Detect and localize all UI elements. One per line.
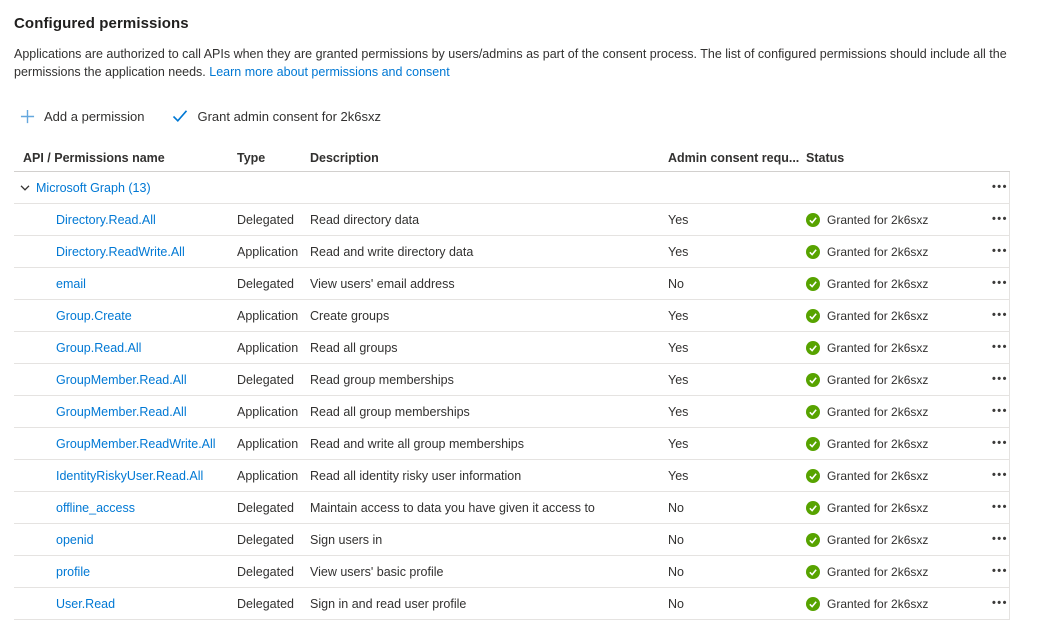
more-options-icon bbox=[992, 598, 1010, 609]
permission-type: Delegated bbox=[237, 500, 294, 515]
permission-description: Read all group memberships bbox=[310, 404, 470, 419]
granted-check-icon bbox=[806, 469, 820, 483]
status-cell bbox=[806, 437, 984, 451]
header-description: Description bbox=[310, 151, 379, 165]
granted-check-icon bbox=[806, 597, 820, 611]
status-cell bbox=[806, 565, 984, 579]
row-more-options-button[interactable] bbox=[984, 342, 1010, 353]
row-more-options-button[interactable] bbox=[984, 534, 1010, 545]
granted-check-icon bbox=[806, 405, 820, 419]
permission-link[interactable]: offline_access bbox=[56, 500, 135, 515]
table-row bbox=[14, 588, 1009, 620]
api-group-row bbox=[14, 172, 1009, 204]
permission-name-cell bbox=[14, 309, 237, 323]
permission-link[interactable]: Group.Read.All bbox=[56, 340, 142, 355]
permission-type: Delegated bbox=[237, 372, 294, 387]
permission-link[interactable]: profile bbox=[56, 564, 91, 579]
admin-consent-required-value: Yes bbox=[668, 404, 689, 419]
permission-name-cell bbox=[14, 565, 237, 579]
permission-description: Sign users in bbox=[310, 532, 383, 547]
granted-check-icon bbox=[806, 309, 820, 323]
status-cell bbox=[806, 469, 984, 483]
status-cell bbox=[806, 501, 984, 515]
table-row bbox=[14, 236, 1009, 268]
permission-description: View users' email address bbox=[310, 276, 455, 291]
permission-link[interactable]: Directory.ReadWrite.All bbox=[56, 244, 185, 259]
more-options-icon bbox=[992, 534, 1010, 545]
toolbar bbox=[14, 104, 1057, 128]
status-cell bbox=[806, 341, 984, 355]
more-options-icon bbox=[992, 278, 1010, 289]
permission-link[interactable]: openid bbox=[56, 532, 94, 547]
granted-check-icon bbox=[806, 213, 820, 227]
admin-consent-required-value: Yes bbox=[668, 436, 689, 451]
status-cell bbox=[806, 373, 984, 387]
permission-description: Create groups bbox=[310, 308, 390, 323]
permission-link[interactable]: Group.Create bbox=[56, 308, 132, 323]
row-more-options-button[interactable] bbox=[984, 310, 1010, 321]
status-text: Granted for 2k6sxz bbox=[827, 436, 929, 451]
header-type: Type bbox=[237, 151, 266, 165]
permission-type: Application bbox=[237, 340, 299, 355]
admin-consent-required-value: Yes bbox=[668, 468, 689, 483]
more-options-icon bbox=[992, 310, 1010, 321]
granted-check-icon bbox=[806, 245, 820, 259]
permission-name-cell bbox=[14, 245, 237, 259]
page-description bbox=[14, 46, 1022, 81]
table-row bbox=[14, 300, 1009, 332]
permission-type: Application bbox=[237, 404, 299, 419]
permission-type: Application bbox=[237, 244, 299, 259]
status-text: Granted for 2k6sxz bbox=[827, 372, 929, 387]
more-options-icon bbox=[992, 566, 1010, 577]
grant-admin-consent-button[interactable] bbox=[172, 109, 381, 124]
status-text: Granted for 2k6sxz bbox=[827, 276, 929, 291]
table-row bbox=[14, 556, 1009, 588]
more-options-icon bbox=[992, 406, 1010, 417]
granted-check-icon bbox=[806, 501, 820, 515]
more-options-icon bbox=[992, 182, 1010, 193]
permission-type: Delegated bbox=[237, 596, 294, 611]
permission-link[interactable]: GroupMember.ReadWrite.All bbox=[56, 436, 216, 451]
row-more-options-button[interactable] bbox=[984, 502, 1010, 513]
status-text: Granted for 2k6sxz bbox=[827, 500, 929, 515]
permission-type: Application bbox=[237, 308, 299, 323]
row-more-options-button[interactable] bbox=[984, 246, 1010, 257]
row-more-options-button[interactable] bbox=[984, 278, 1010, 289]
permission-description: Read group memberships bbox=[310, 372, 454, 387]
table-row bbox=[14, 396, 1009, 428]
row-more-options-button[interactable] bbox=[984, 598, 1010, 609]
more-options-icon bbox=[992, 246, 1010, 257]
permission-description: Read and write directory data bbox=[310, 244, 474, 259]
permission-description: View users' basic profile bbox=[310, 564, 444, 579]
table-row bbox=[14, 204, 1009, 236]
permission-description: Read all groups bbox=[310, 340, 398, 355]
row-more-options-button[interactable] bbox=[984, 214, 1010, 225]
permission-link[interactable]: GroupMember.Read.All bbox=[56, 404, 187, 419]
header-admin-consent-required: Admin consent requ... bbox=[668, 151, 800, 165]
granted-check-icon bbox=[806, 341, 820, 355]
permission-name-cell bbox=[14, 597, 237, 611]
permission-name-cell bbox=[14, 405, 237, 419]
chevron-down-icon[interactable] bbox=[19, 182, 31, 194]
permission-name-cell bbox=[14, 437, 237, 451]
api-group-link[interactable]: Microsoft Graph (13) bbox=[36, 180, 151, 195]
row-more-options-button[interactable] bbox=[984, 470, 1010, 481]
description-text: Applications are authorized to call APIs when they are granted permissions by users/admins as part of the consent process. The list of configured permissions should include all the permissions the application needs. bbox=[14, 47, 1007, 79]
permission-description: Sign in and read user profile bbox=[310, 596, 467, 611]
permission-link[interactable]: email bbox=[56, 276, 86, 291]
learn-more-link[interactable]: Learn more about permissions and consent bbox=[209, 64, 450, 79]
status-text: Granted for 2k6sxz bbox=[827, 404, 929, 419]
permission-type: Delegated bbox=[237, 276, 294, 291]
more-options-icon bbox=[992, 438, 1010, 449]
permission-type: Application bbox=[237, 436, 299, 451]
permission-link[interactable]: User.Read bbox=[56, 596, 116, 611]
status-cell bbox=[806, 245, 984, 259]
more-options-icon bbox=[992, 374, 1010, 385]
more-options-icon bbox=[992, 502, 1010, 513]
status-text: Granted for 2k6sxz bbox=[827, 212, 929, 227]
permission-name-cell bbox=[14, 373, 237, 387]
granted-check-icon bbox=[806, 437, 820, 451]
granted-check-icon bbox=[806, 277, 820, 291]
permission-name-cell bbox=[14, 213, 237, 227]
table-row bbox=[14, 268, 1009, 300]
permission-name-cell bbox=[14, 469, 237, 483]
status-cell bbox=[806, 533, 984, 547]
admin-consent-required-value: No bbox=[668, 596, 684, 611]
admin-consent-required-value: Yes bbox=[668, 340, 689, 355]
status-cell bbox=[806, 597, 984, 611]
table-row bbox=[14, 332, 1009, 364]
status-text: Granted for 2k6sxz bbox=[827, 308, 929, 323]
header-status: Status bbox=[806, 151, 845, 165]
plus-icon bbox=[20, 109, 35, 124]
admin-consent-required-value: No bbox=[668, 564, 684, 579]
permission-name-cell bbox=[14, 533, 237, 547]
permission-link[interactable]: GroupMember.Read.All bbox=[56, 372, 187, 387]
table-header-row bbox=[14, 145, 1010, 172]
row-more-options-button[interactable] bbox=[984, 406, 1010, 417]
page-title: Configured permissions bbox=[14, 15, 189, 32]
api-group-cell bbox=[14, 181, 984, 195]
permission-type: Delegated bbox=[237, 212, 294, 227]
granted-check-icon bbox=[806, 533, 820, 547]
group-more-options-button[interactable] bbox=[984, 182, 1010, 193]
add-permission-label: Add a permission bbox=[44, 108, 145, 124]
row-more-options-button[interactable] bbox=[984, 566, 1010, 577]
permission-type: Application bbox=[237, 468, 299, 483]
status-cell bbox=[806, 309, 984, 323]
permission-name-cell bbox=[14, 501, 237, 515]
permission-name-cell bbox=[14, 341, 237, 355]
admin-consent-required-value: Yes bbox=[668, 308, 689, 323]
permission-name-cell bbox=[14, 277, 237, 291]
permission-link[interactable]: Directory.Read.All bbox=[56, 212, 156, 227]
table-row bbox=[14, 460, 1009, 492]
permission-type: Delegated bbox=[237, 532, 294, 547]
admin-consent-required-value: No bbox=[668, 276, 684, 291]
row-more-options-button[interactable] bbox=[984, 438, 1010, 449]
add-permission-button[interactable] bbox=[20, 109, 144, 124]
permission-type: Delegated bbox=[237, 564, 294, 579]
check-icon bbox=[172, 109, 188, 123]
permissions-table bbox=[14, 145, 1010, 620]
status-cell bbox=[806, 277, 984, 291]
table-body bbox=[14, 172, 1010, 620]
permission-description: Read and write all group memberships bbox=[310, 436, 524, 451]
row-more-options-button[interactable] bbox=[984, 374, 1010, 385]
granted-check-icon bbox=[806, 373, 820, 387]
status-text: Granted for 2k6sxz bbox=[827, 340, 929, 355]
admin-consent-required-value: No bbox=[668, 500, 684, 515]
permission-description: Maintain access to data you have given it access to bbox=[310, 500, 595, 515]
status-text: Granted for 2k6sxz bbox=[827, 244, 929, 259]
status-cell bbox=[806, 213, 984, 227]
admin-consent-required-value: Yes bbox=[668, 372, 689, 387]
more-options-icon bbox=[992, 214, 1010, 225]
more-options-icon bbox=[992, 470, 1010, 481]
status-text: Granted for 2k6sxz bbox=[827, 468, 929, 483]
table-row bbox=[14, 492, 1009, 524]
table-row bbox=[14, 524, 1009, 556]
more-options-icon bbox=[992, 342, 1010, 353]
grant-admin-consent-label: Grant admin consent for 2k6sxz bbox=[197, 108, 381, 124]
status-text: Granted for 2k6sxz bbox=[827, 564, 929, 579]
status-text: Granted for 2k6sxz bbox=[827, 596, 929, 611]
permission-link[interactable]: IdentityRiskyUser.Read.All bbox=[56, 468, 204, 483]
admin-consent-required-value: Yes bbox=[668, 244, 689, 259]
table-row bbox=[14, 428, 1009, 460]
table-row bbox=[14, 364, 1009, 396]
admin-consent-required-value: No bbox=[668, 532, 684, 547]
permission-description: Read all identity risky user information bbox=[310, 468, 522, 483]
granted-check-icon bbox=[806, 565, 820, 579]
status-cell bbox=[806, 405, 984, 419]
admin-consent-required-value: Yes bbox=[668, 212, 689, 227]
status-text: Granted for 2k6sxz bbox=[827, 532, 929, 547]
permission-description: Read directory data bbox=[310, 212, 420, 227]
header-api-permissions-name: API / Permissions name bbox=[23, 151, 165, 165]
